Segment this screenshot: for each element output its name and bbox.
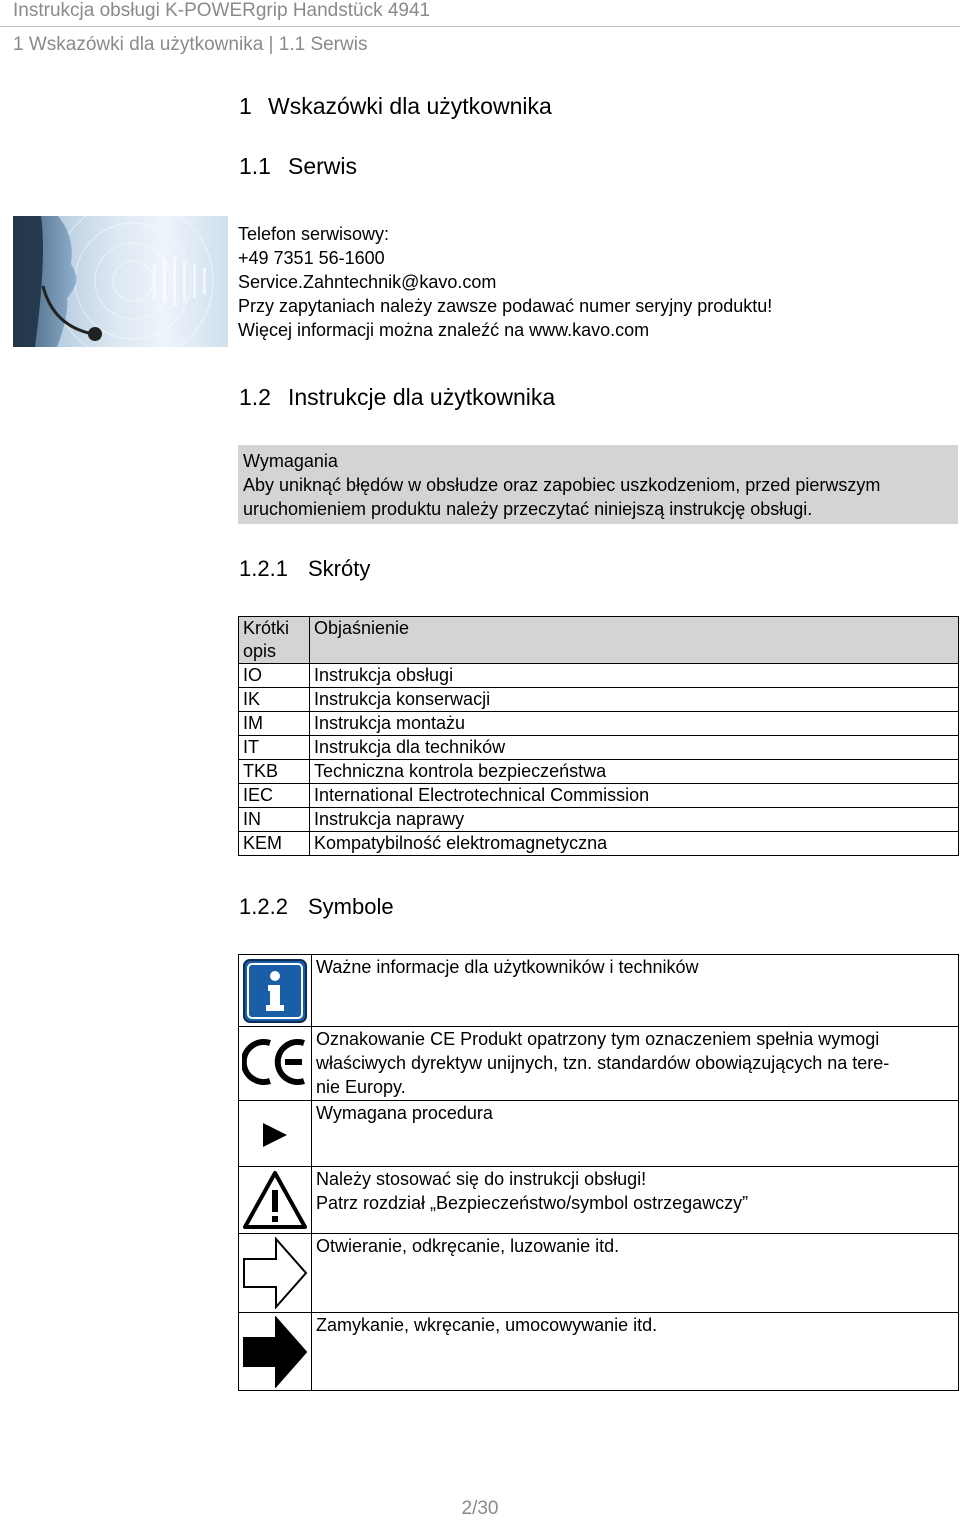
heading-section-1-1 [239,153,357,180]
table-row [239,1027,959,1101]
service-phone-label: Telefon serwisowy: [238,224,390,244]
requirements-box [238,445,958,524]
abbr-desc: Instrukcja dla techników [310,736,959,760]
symbol-description [312,1027,959,1101]
description-line: Wymagana procedura [316,1103,493,1123]
abbr-short: IM [239,712,310,736]
heading-section-1-2-2 [239,894,394,920]
abbr-short: IK [239,688,310,712]
abbr-desc: Instrukcja naprawy [310,808,959,832]
symbol-cell [239,1234,312,1313]
symbol-cell [239,1027,312,1101]
table-row [239,664,959,688]
abbr-desc: Techniczna kontrola bezpieczeństwa [310,760,959,784]
symbol-cell [239,1167,312,1234]
abbr-desc: Instrukcja montażu [310,712,959,736]
description-line: Oznakowanie CE Produkt opatrzony tym oznaczeniem spełnia wymogi [316,1029,880,1049]
symbol-cell [239,955,312,1027]
abbr-desc: Kompatybilność elektromagnetyczna [310,832,959,856]
section-number: 1 [239,93,252,119]
description-line: Patrz rozdział „Bezpieczeństwo/symbol ostrzegawczy” [316,1193,749,1213]
table-row [239,832,959,856]
symbol-description [312,955,959,1027]
section-number: 1.2 [239,384,271,410]
description-line: Należy stosować się do instrukcji obsługi! [316,1169,647,1189]
table-row [239,760,959,784]
heading-section-1 [239,93,552,120]
service-phone-number: +49 7351 56-1600 [238,248,385,268]
abbr-desc: Instrukcja obsługi [310,664,959,688]
description-line: Otwieranie, odkręcanie, luzowanie itd. [316,1236,620,1256]
table-row [239,1101,959,1167]
section-number: 1.2.1 [239,556,288,581]
info-icon [242,958,308,1024]
abbr-desc: International Electrotechnical Commission [310,784,959,808]
service-email: Service.Zahntechnik@kavo.com [238,272,497,292]
description-line: właściwych dyrektyw unijnych, tzn. standardów obowiązujących na tere- [316,1053,890,1073]
table-row [239,688,959,712]
symbol-description [312,1313,959,1391]
section-title: Symbole [308,894,394,919]
service-website-note: Więcej informacji można znaleźć na www.kavo.com [238,320,650,340]
description-line: Ważne informacje dla użytkowników i techników [316,957,699,977]
abbr-short: IT [239,736,310,760]
symbol-description [312,1167,959,1234]
abbr-short: IN [239,808,310,832]
header-divider [0,26,960,27]
table-row [239,736,959,760]
requirements-title: Wymagania [243,451,338,471]
description-line: nie Europy. [316,1077,406,1097]
page-number: 2/30 [461,1498,499,1519]
outline-arrow-right-icon [242,1237,308,1309]
service-serial-note: Przy zapytaniach należy zawsze podawać numer seryjny produktu! [238,296,773,316]
abbr-short: IEC [239,784,310,808]
table-row [239,712,959,736]
table-row [239,784,959,808]
table-row [239,1167,959,1234]
symbol-description [312,1234,959,1313]
header-explanation: Objaśnienie [310,617,959,664]
abbr-short: TKB [239,760,310,784]
ce-mark-icon [242,1037,308,1087]
table-row [239,955,959,1027]
header-short-description [239,617,310,664]
breadcrumb: 1 Wskazówki dla użytkownika | 1.1 Serwis [13,34,368,55]
heading-section-1-2-1 [239,556,370,582]
requirements-text-line-2: uruchomieniem produktu należy przeczytać niniejszą instrukcję obsługi. [243,499,813,519]
symbol-description [312,1101,959,1167]
filled-arrow-right-icon [242,1316,308,1388]
table-row [239,1234,959,1313]
section-title: Instrukcje dla użytkownika [288,384,556,410]
abbr-desc: Instrukcja konserwacji [310,688,959,712]
abbr-short: KEM [239,832,310,856]
section-title: Wskazówki dla użytkownika [268,93,552,119]
table-header-row [239,617,959,664]
symbol-cell [239,1101,312,1167]
table-row [239,1313,959,1391]
requirements-text-line-1: Aby uniknąć błędów w obsłudze oraz zapobiec uszkodzeniom, przed pierwszym [243,475,881,495]
warning-icon [242,1170,308,1230]
description-line: Zamykanie, wkręcanie, umocowywanie itd. [316,1315,658,1335]
symbols-table [238,954,959,1391]
service-hotline-photo [13,216,228,347]
section-number: 1.1 [239,153,271,179]
document-title: Instrukcja obsługi K-POWERgrip Handstück 4941 [13,0,431,21]
section-title: Skróty [308,556,371,581]
header-short-line-1: Krótki [243,618,290,638]
table-row [239,808,959,832]
symbol-cell [239,1313,312,1391]
heading-section-1-2 [239,384,555,411]
section-number: 1.2.2 [239,894,288,919]
abbreviations-table [238,616,959,856]
header-short-line-2: opis [243,641,277,661]
section-title: Serwis [288,153,358,179]
play-triangle-icon [261,1122,291,1148]
abbr-short: IO [239,664,310,688]
